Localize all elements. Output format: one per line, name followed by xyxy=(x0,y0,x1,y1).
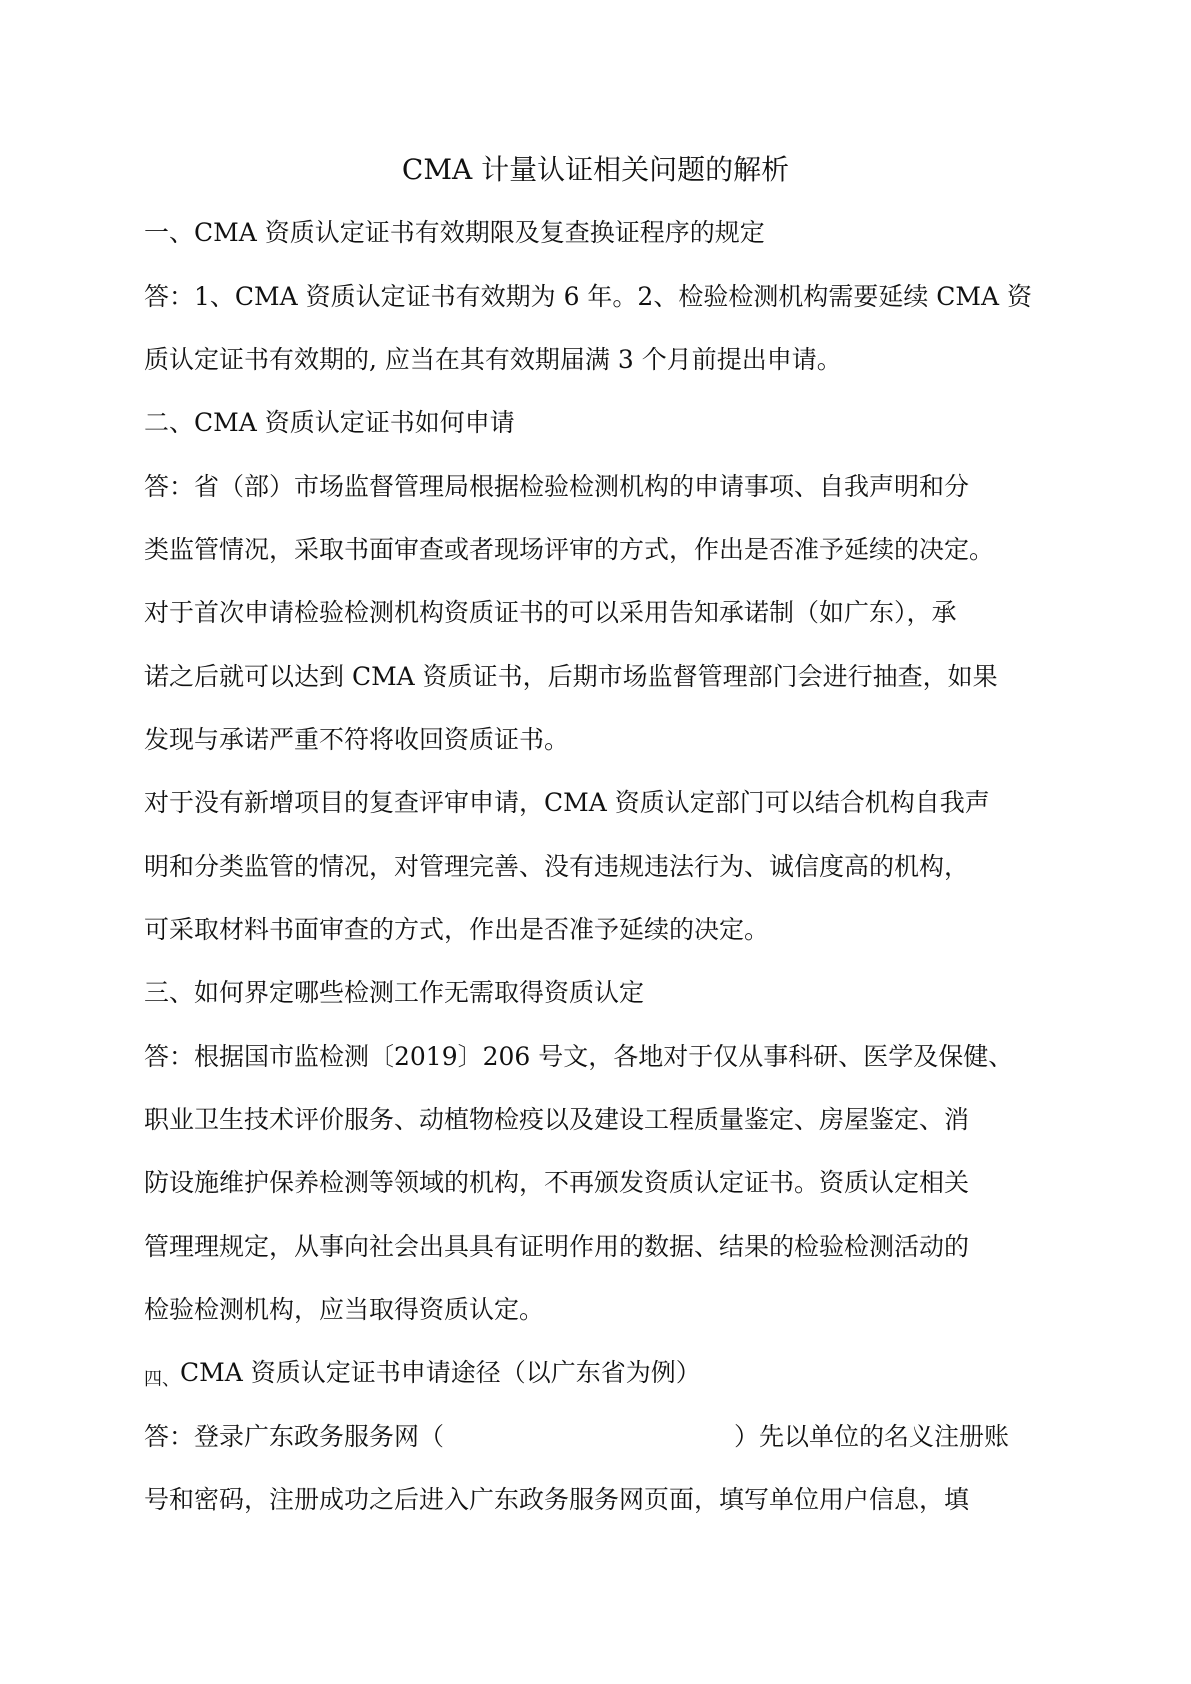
section-heading-text: CMA 资质认定证书申请途径（以广东省为例） xyxy=(180,1358,701,1387)
paragraph-line: 答：省（部）市场监督管理局根据检验检测机构的申请事项、自我声明和分 xyxy=(144,472,970,501)
paragraph-line: 号和密码，注册成功之后进入广东政务服务网页面，填写单位用户信息，填 xyxy=(144,1485,970,1514)
section-heading-3: 三、如何界定哪些检测工作无需取得资质认定 xyxy=(144,978,645,1007)
paragraph-line: 发现与承诺严重不符将收回资质证书。 xyxy=(144,725,570,754)
section-heading-1: 一、CMA 资质认定证书有效期限及复查换证程序的规定 xyxy=(144,218,765,247)
paragraph-line: 对于首次申请检验检测机构资质证书的可以采用告知承诺制（如广东），承 xyxy=(144,598,957,627)
paragraph-line: 可采取材料书面审查的方式，作出是否准予延续的决定。 xyxy=(144,915,770,944)
section-heading-2: 二、CMA 资质认定证书如何申请 xyxy=(144,408,515,437)
paragraph-line: 类监管情况，采取书面审查或者现场评审的方式，作出是否准予延续的决定。 xyxy=(144,535,995,564)
paragraph-line: 答：1、CMA 资质认定证书有效期为 6 年。2、检验检测机构需要延续 CMA 资 xyxy=(144,282,1033,311)
paragraph-line: 明和分类监管的情况，对管理完善、没有违规违法行为、诚信度高的机构， xyxy=(144,852,970,881)
line-text-after-gap: ）先以单位的名义注册账 xyxy=(734,1422,1010,1451)
section-number: 四、 xyxy=(144,1369,180,1390)
document-title: CMA 计量认证相关问题的解析 xyxy=(401,153,790,186)
paragraph-line: 职业卫生技术评价服务、动植物检疫以及建设工程质量鉴定、房屋鉴定、消 xyxy=(144,1105,970,1134)
paragraph-line: 管理理规定，从事向社会出具具有证明作用的数据、结果的检验检测活动的 xyxy=(144,1232,970,1261)
paragraph-line: 质认定证书有效期的, 应当在其有效期届满 3 个月前提出申请。 xyxy=(144,345,842,374)
paragraph-line: 防设施维护保养检测等领域的机构，不再颁发资质认定证书。资质认定相关 xyxy=(144,1168,970,1197)
line-text-before-gap: 答：登录广东政务服务网（ xyxy=(144,1422,445,1451)
section-heading-4 xyxy=(144,1353,1084,1396)
paragraph-line: 诺之后就可以达到 CMA 资质证书，后期市场监督管理部门会进行抽查，如果 xyxy=(144,662,998,691)
paragraph-line: 答：根据国市监检测〔2019〕206 号文，各地对于仅从事科研、医学及保健、 xyxy=(144,1042,1014,1071)
paragraph-line xyxy=(144,1417,1084,1457)
paragraph-line: 对于没有新增项目的复查评审申请，CMA 资质认定部门可以结合机构自我声 xyxy=(144,788,990,817)
paragraph-line: 检验检测机构，应当取得资质认定。 xyxy=(144,1295,545,1324)
